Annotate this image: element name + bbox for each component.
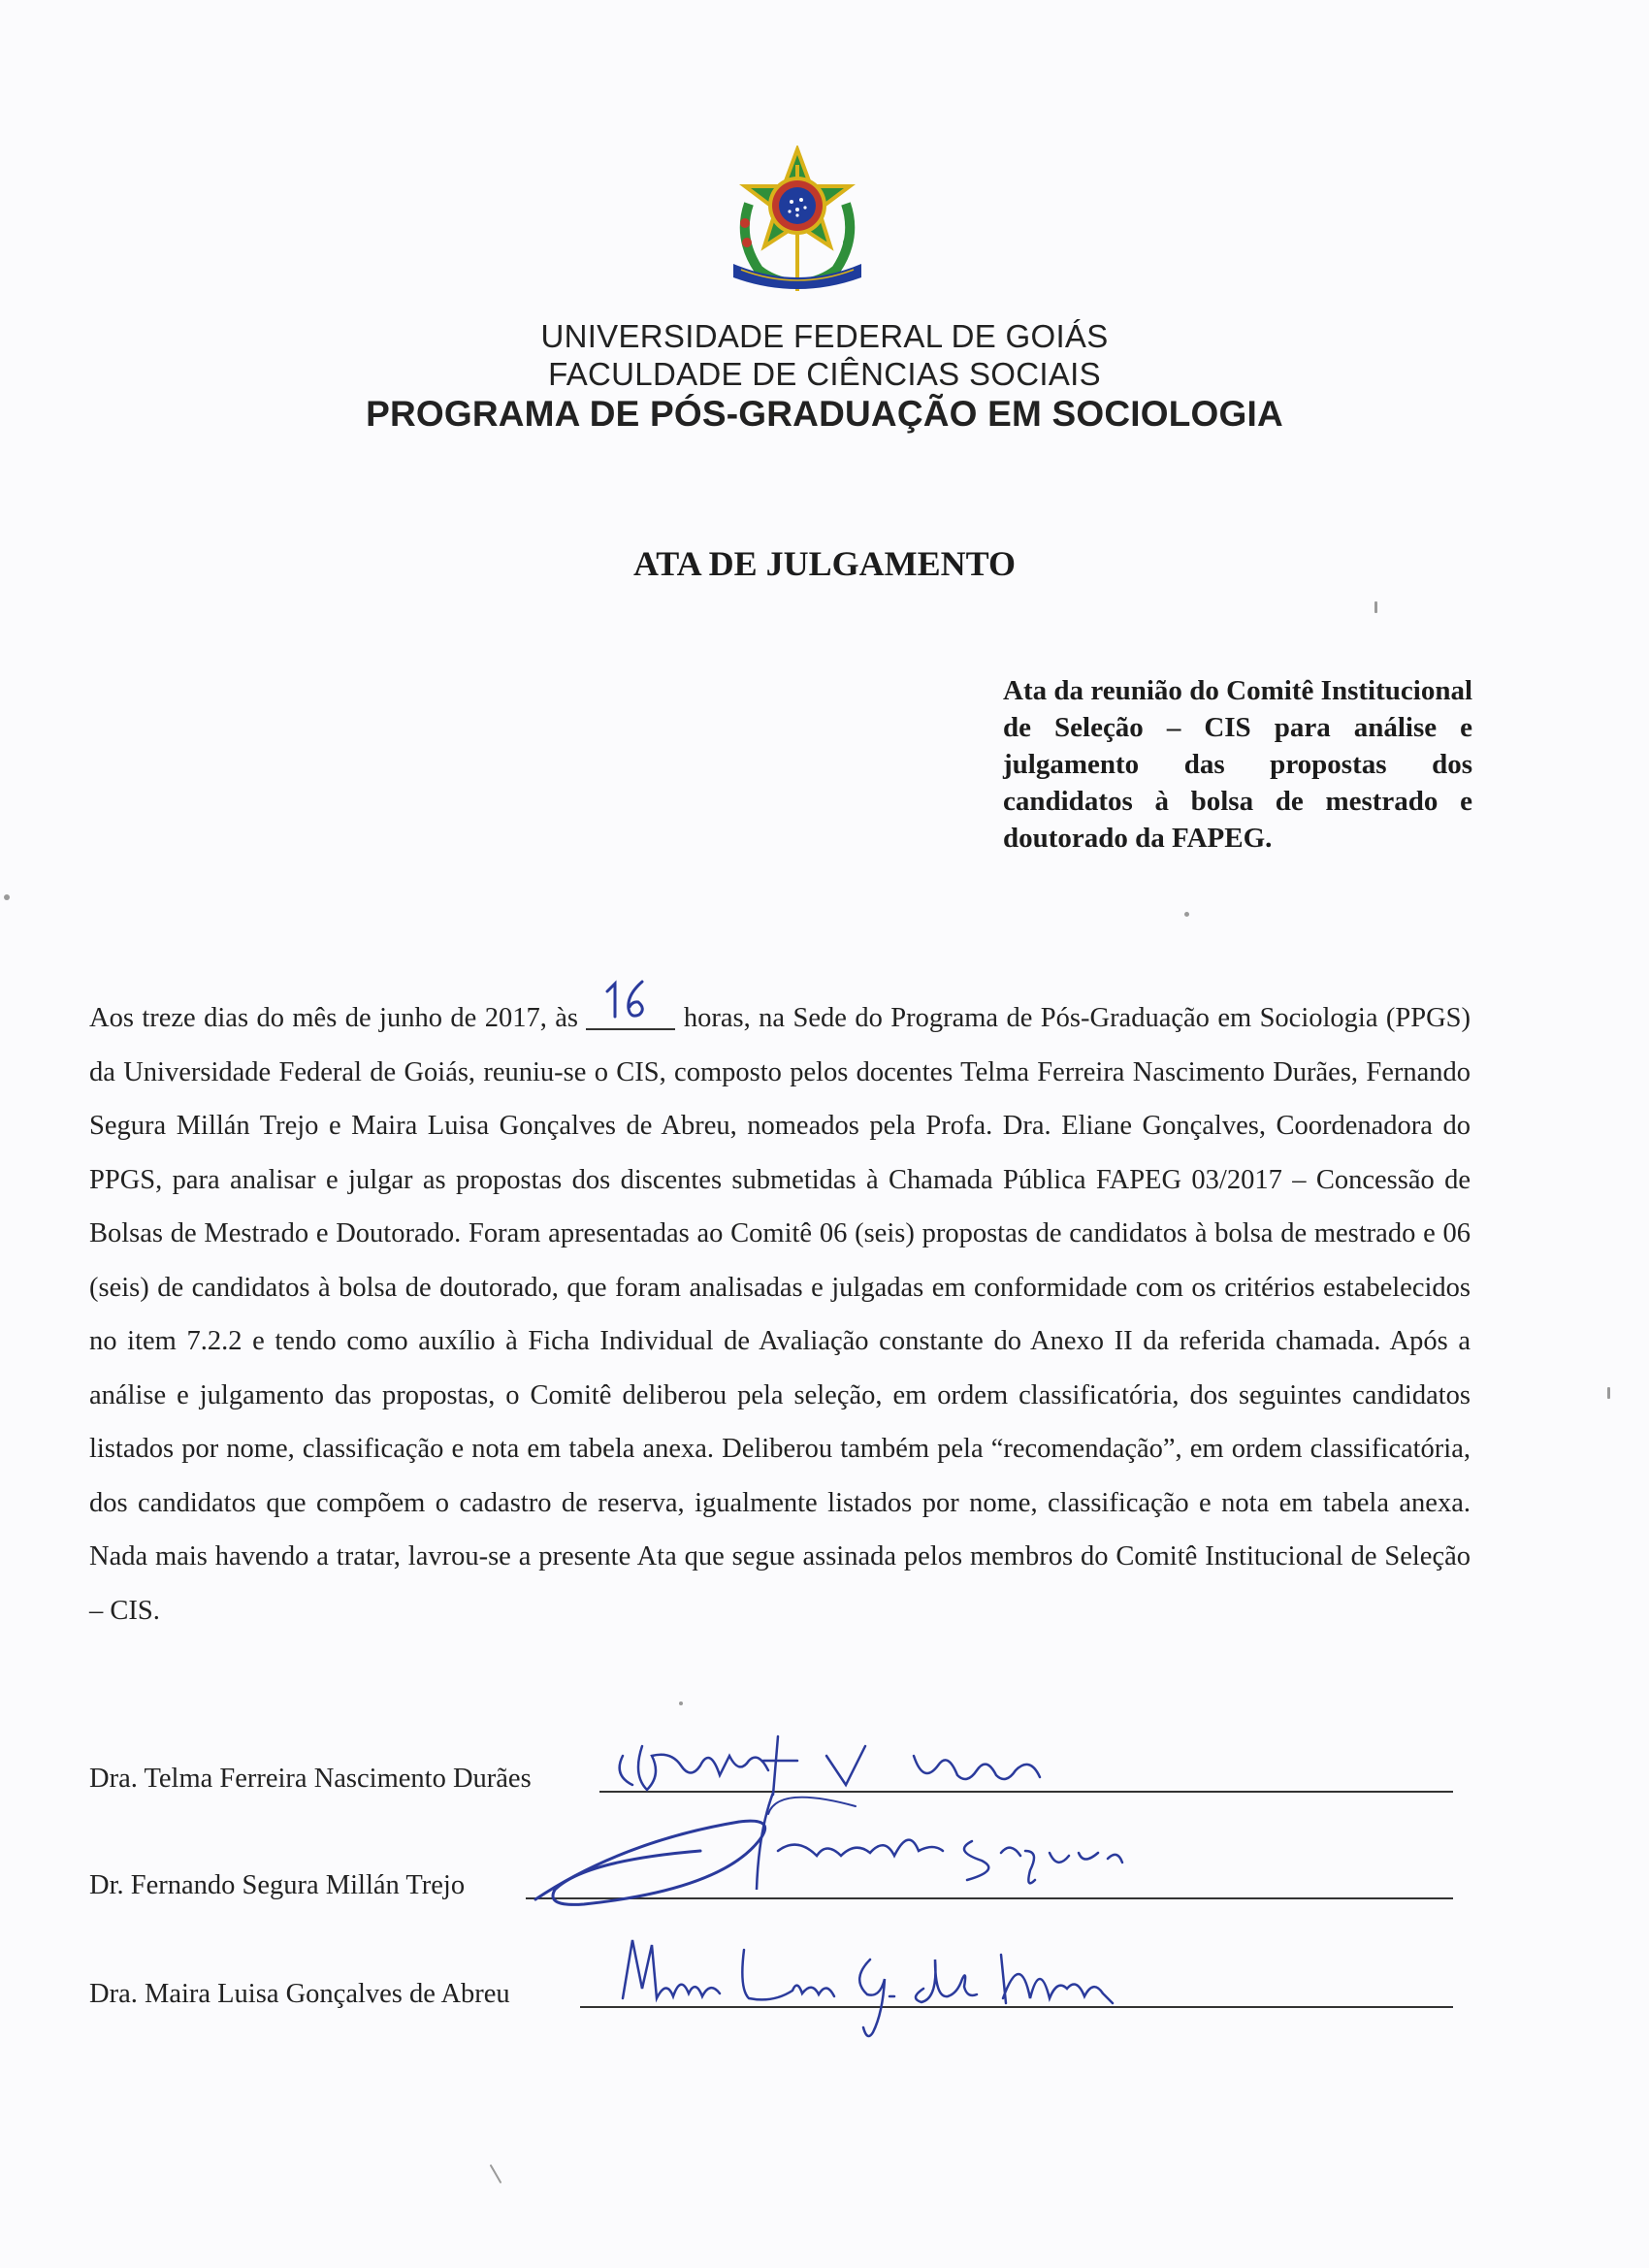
scan-speck (1184, 912, 1189, 917)
ementa: Ata da reunião do Comitê Institucional de Seleção – CIS para análise e julgamento das propostas dos candidatos à bolsa de mestrado e doutorado da FAPEG. (1003, 675, 1472, 854)
signature-row-segura (89, 1831, 1453, 1909)
signature-row-abreu (89, 1940, 1453, 2018)
scan-speck (490, 2164, 502, 2184)
signature-segura (526, 1783, 1127, 1919)
signatory-name: Dra. Telma Ferreira Nascimento Durães (89, 1764, 532, 1794)
scan-speck (679, 1701, 683, 1705)
university-name: UNIVERSIDADE FEDERAL DE GOIÁS (540, 318, 1109, 354)
signatory-name: Dra. Maira Luisa Gonçalves de Abreu (89, 1979, 510, 2009)
scan-speck (1607, 1387, 1610, 1399)
body-text-start: Aos treze dias do mês de junho de 2017, às (89, 1003, 579, 1033)
minutes-body (89, 991, 1471, 1637)
signature-abreu (613, 1921, 1156, 2047)
scan-speck (4, 894, 10, 900)
body-text-rest: horas, na Sede do Programa de Pós-Graduação em Sociologia (PPGS) da Universidade Federal de Goiás, reuniu-se o CIS, composto pelos docentes Telma Ferreira Nascimento Durães, Fernando Segura Millán Trejo e Maira Luisa Gonçalves de Abreu, nomeados pela Profa. Dra. Eliane Gonçalves, Coordenadora do PPGS, para analisar e julgar as propostas dos discentes submetidas à Chamada Pública FAPEG 03/2017 – Concessão de Bolsas de Mestrado e Doutorado. Foram apresentadas ao Comitê 06 (seis) propostas de candidatos à bolsa de mestrado e 06 (seis) de candidatos à bolsa de doutorado, que foram analisadas e julgadas em conformidade com os critérios estabelecidos no item 7.2.2 e tendo como auxílio à Ficha Individual de Avaliação constante do Anexo II da referida chamada. Após a análise e julgamento das propostas, o Comitê deliberou pela seleção, em ordem classificatória, dos seguintes candidatos listados por nome, classificação e nota em tabela anexa. Deliberou também pela “recomendação”, em ordem classificatória, dos candidatos que compõem o cadastro de reserva, igualmente listados por nome, classificação e nota em tabela anexa. Nada mais havendo a tratar, lavrou-se a presente Ata que segue assinada pelos membros do Comitê Institucional de Seleção – CIS. (89, 1003, 1471, 1626)
brazil-coat-of-arms-icon (720, 146, 875, 301)
signatory-name: Dr. Fernando Segura Millán Trejo (89, 1870, 466, 1900)
program-name: PROGRAMA DE PÓS-GRADUAÇÃO EM SOCIOLOGIA (366, 394, 1283, 434)
scan-speck (1374, 601, 1377, 613)
faculty-name: FACULDADE DE CIÊNCIAS SOCIAIS (548, 356, 1101, 392)
handwritten-hour (594, 978, 662, 1026)
document-title: ATA DE JULGAMENTO (632, 544, 1017, 583)
hour-blank (586, 999, 675, 1030)
